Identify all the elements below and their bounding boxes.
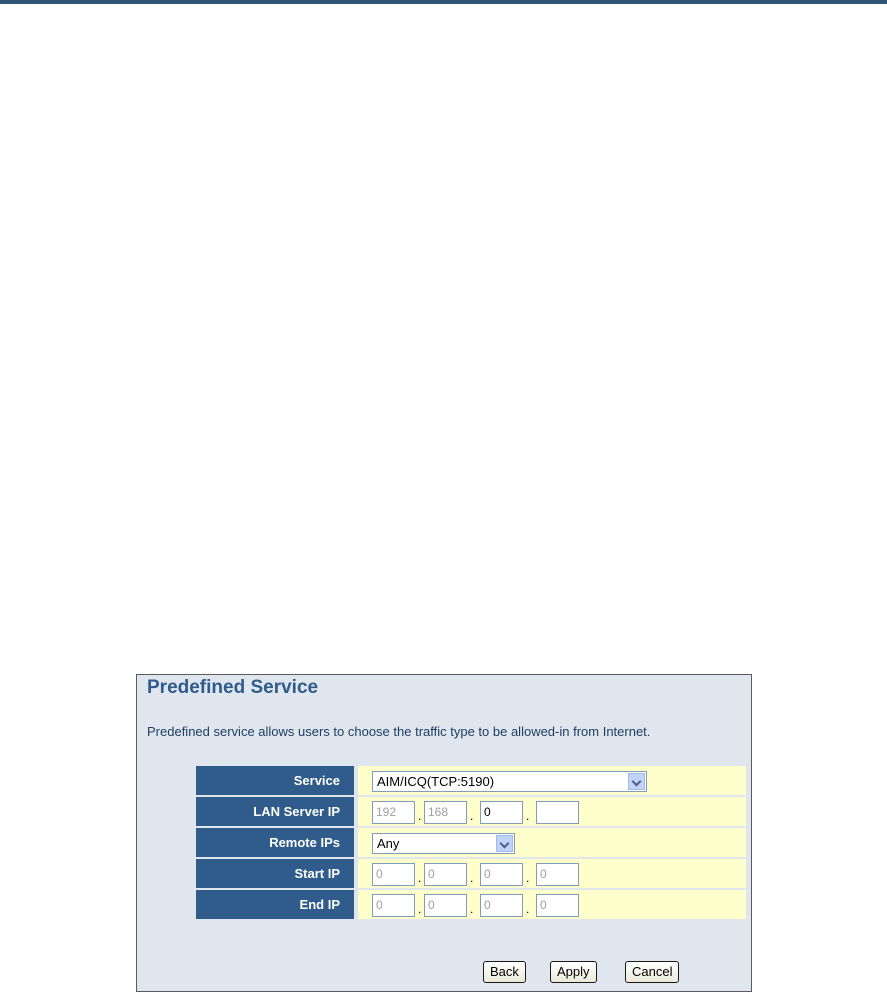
lan-ip-octet-3[interactable]: 0 (480, 801, 523, 824)
end-ip-octet-1[interactable]: 0 (372, 894, 415, 917)
predefined-service-panel (136, 674, 752, 992)
end-ip-label: End IP (196, 890, 354, 919)
lan-ip-octet-2[interactable]: 168 (424, 801, 467, 824)
service-row (196, 766, 746, 795)
start-ip-label: Start IP (196, 859, 354, 888)
end-ip-row: End IP 0 . 0 . 0 . 0 (196, 890, 746, 919)
top-header-bar (0, 0, 887, 4)
start-ip-octet-1[interactable]: 0 (372, 863, 415, 886)
panel-title: Predefined Service (147, 677, 319, 698)
lan-ip-octet-4[interactable] (536, 801, 579, 824)
service-label: Service (196, 766, 354, 795)
lan-ip-octet-1[interactable]: 192 (372, 801, 415, 824)
back-button[interactable]: Back (483, 961, 526, 983)
lan-server-ip-row: LAN Server IP 192 . 168 . 0 . (196, 797, 746, 826)
end-ip-octet-2[interactable]: 0 (424, 894, 467, 917)
remote-ips-select-value: Any (377, 836, 400, 851)
remote-ips-row (196, 828, 746, 857)
start-ip-octet-3[interactable]: 0 (480, 863, 523, 886)
start-ip-octet-2[interactable]: 0 (424, 863, 467, 886)
end-ip-octet-3[interactable]: 0 (480, 894, 523, 917)
remote-ips-label: Remote IPs (196, 828, 354, 857)
start-ip-octet-4[interactable]: 0 (536, 863, 579, 886)
apply-button[interactable]: Apply (550, 961, 597, 983)
chevron-down-icon[interactable] (496, 835, 513, 852)
cancel-button[interactable]: Cancel (625, 961, 679, 983)
panel-description: Predefined service allows users to choose the traffic type to be allowed-in from Internet. (147, 724, 651, 739)
start-ip-row: Start IP 0 . 0 . 0 . 0 (196, 859, 746, 888)
chevron-down-icon[interactable] (628, 773, 645, 790)
remote-ips-select[interactable] (372, 833, 515, 854)
service-select[interactable] (372, 771, 647, 792)
service-select-value: AIM/ICQ(TCP:5190) (377, 774, 495, 789)
lan-server-ip-label: LAN Server IP (196, 797, 354, 826)
service-form (196, 766, 746, 921)
end-ip-octet-4[interactable]: 0 (536, 894, 579, 917)
